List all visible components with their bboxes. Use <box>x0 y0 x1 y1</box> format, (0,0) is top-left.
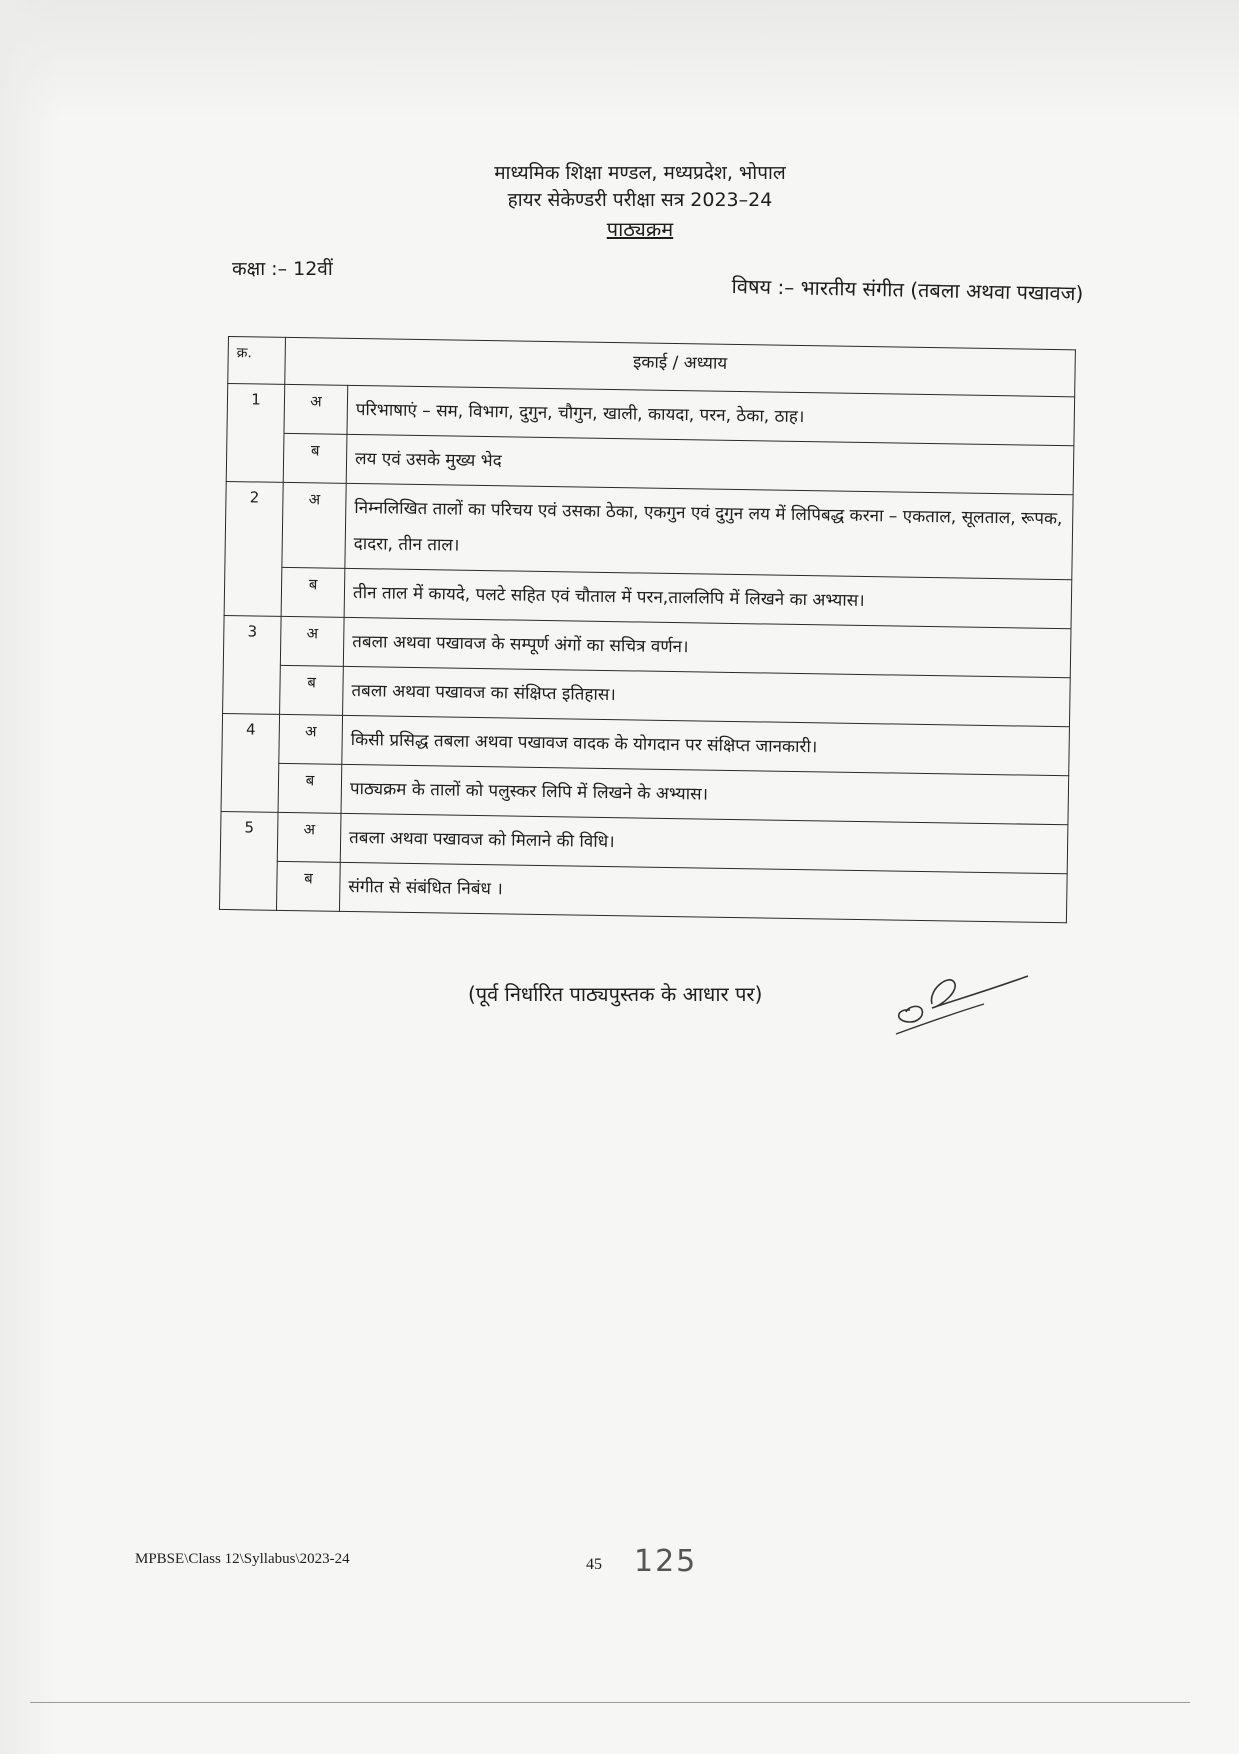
unit-number: 3 <box>223 615 282 714</box>
class-label: कक्षा :– 12वीं <box>232 258 333 280</box>
part-label: अ <box>279 714 343 764</box>
page-number: 45 <box>586 1556 602 1573</box>
topic-text: तीन ताल में कायदे, पलटे सहित एवं चौताल में परन,ताललिपि में लिखने का अभ्यास। <box>344 568 1072 628</box>
table-row <box>225 481 1073 579</box>
topic-text: किसी प्रसिद्ध तबला अथवा पखावज वादक के योगदान पर संक्षिप्त जानकारी। <box>342 715 1070 775</box>
syllabus-table <box>219 336 1076 923</box>
topic-text: तबला अथवा पखावज को मिलाने की विधि। <box>340 813 1068 873</box>
part-label: ब <box>280 665 344 715</box>
footer-file-path: MPBSE\Class 12\Syllabus\2023-24 <box>135 1551 350 1567</box>
topic-text: संगीत से संबंधित निबंध । <box>339 862 1067 922</box>
bottom-rule <box>30 1702 1190 1703</box>
part-label: अ <box>280 616 344 666</box>
document-header <box>380 160 900 244</box>
topic-text: परिभाषाएं – सम, विभाग, दुगुन, चौगुन, खाली, कायदा, परन, ठेका, ठाह। <box>347 385 1075 445</box>
part-label: अ <box>284 384 348 434</box>
unit-number: 2 <box>224 481 283 616</box>
topic-text: पाठ्यक्रम के तालों को पलुस्कर लिपि में लिखने के अभ्यास। <box>341 764 1069 824</box>
unit-number: 1 <box>226 384 285 483</box>
document-title: पाठ्यक्रम <box>606 217 674 241</box>
scan-shading <box>0 0 1239 120</box>
signature-icon <box>888 960 1048 1040</box>
part-label: ब <box>283 433 347 483</box>
part-label: ब <box>278 763 342 813</box>
part-label: ब <box>276 861 340 911</box>
topic-text: तबला अथवा पखावज का संक्षिप्त इतिहास। <box>343 666 1071 726</box>
part-label: ब <box>281 567 345 617</box>
column-header-sn: क्र. <box>228 337 286 385</box>
exam-session: हायर सेकेण्डरी परीक्षा सत्र 2023–24 <box>507 189 773 211</box>
topic-text: लय एवं उसके मुख्य भेद <box>346 434 1074 494</box>
subject-label: विषय :– भारतीय संगीत (तबला अथवा पखावज) <box>731 273 1084 306</box>
unit-number: 4 <box>221 713 280 812</box>
board-name: माध्यमिक शिक्षा मण्डल, मध्यप्रदेश, भोपाल <box>494 162 786 184</box>
footnote-textbook: (पूर्व निर्धारित पाठ्यपुस्तक के आधार पर) <box>468 982 763 1006</box>
topic-text: निम्नलिखित तालों का परिचय एवं उसका ठेका, एकगुन एवं दुगुन लय में लिपिबद्ध करना – एकताल, सूलताल, रूपक, दादरा, तीन ताल। <box>345 483 1073 579</box>
column-header-unit: इकाई / अध्याय <box>285 337 1076 396</box>
scan-edge-shading <box>0 0 60 1754</box>
unit-number: 5 <box>219 811 278 910</box>
topic-text: तबला अथवा पखावज के सम्पूर्ण अंगों का सचित्र वर्णन। <box>343 617 1071 677</box>
part-label: अ <box>282 482 346 568</box>
handwritten-page-number: 125 <box>634 1544 698 1579</box>
part-label: अ <box>277 812 341 862</box>
